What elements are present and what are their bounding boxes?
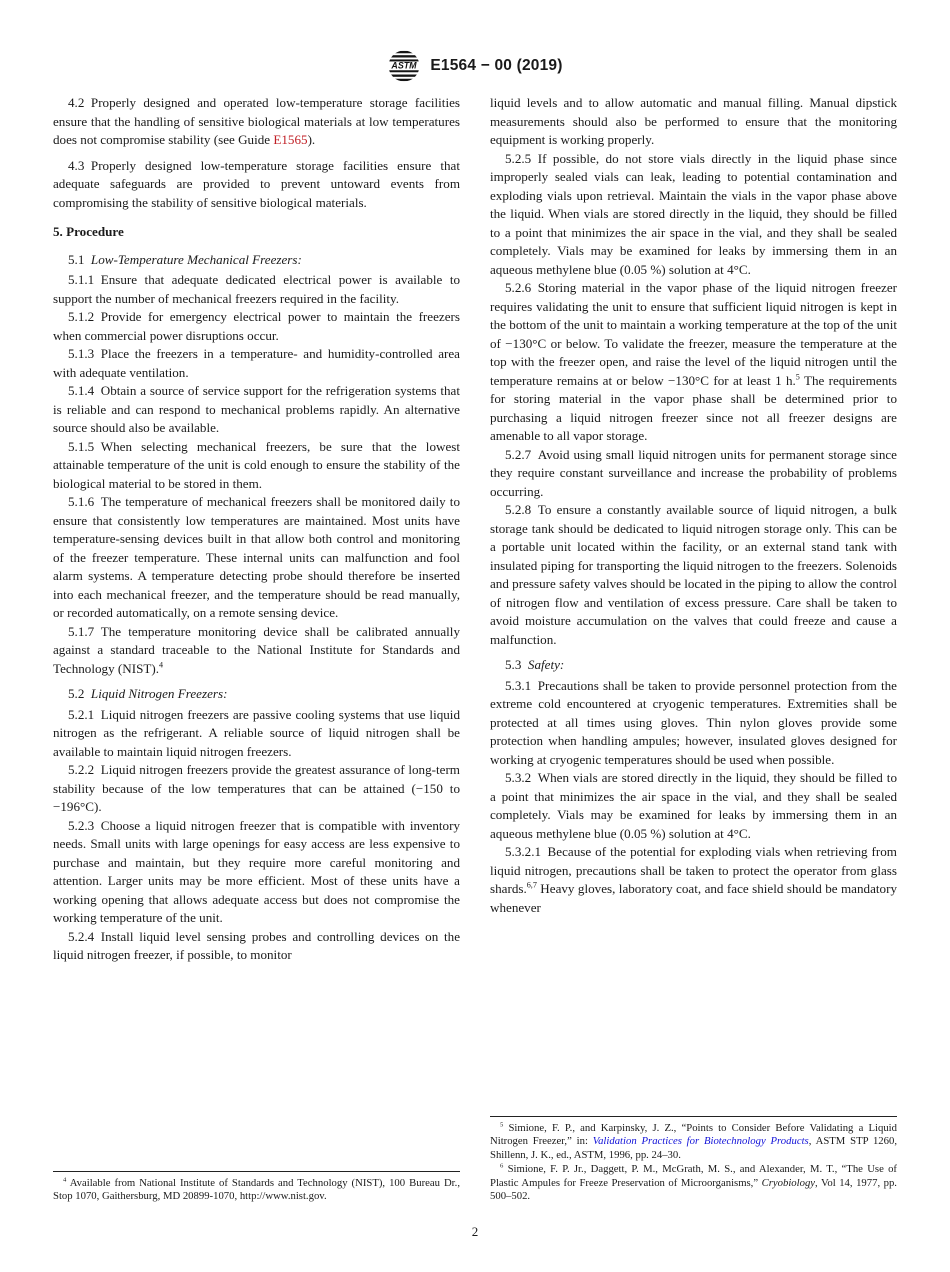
text-run: 5.2.3 Choose a liquid nitrogen freezer that is compatible with inventory needs. Small units with large openings for easy access are less expensive to purchase and maintain, but they require more careful monitoring and attention. Larger units may be more efficient. Most of these units have a working opening that allows adequate access but does not compromise the working temperature of the unit. <box>53 817 460 925</box>
paragraph <box>53 928 460 965</box>
paragraph <box>53 382 460 438</box>
paragraph <box>53 157 460 213</box>
footnote-marker: 5 <box>795 372 800 382</box>
paragraph <box>53 308 460 345</box>
footnote <box>490 1122 897 1163</box>
paragraph <box>53 94 460 150</box>
reference-link[interactable]: E1565 <box>273 132 308 147</box>
footnote-marker: 6,7 <box>526 880 537 890</box>
text-run: Simione, F. P. Jr., Daggett, P. M., McGrath, M. S., and Alexander, M. T., “The Use of Plastic Ampules for Freeze Preservation of Microorganisms,” <box>490 1162 897 1189</box>
right-column-text <box>490 94 897 1116</box>
paragraph <box>490 501 897 649</box>
text-run: 5.2.2 Liquid nitrogen freezers provide the greatest assurance of long-term stability because of the low temperatures that can be attained (−150 to −196°C). <box>53 762 460 814</box>
text-run: 4.2 Properly designed and operated low-temperature storage facilities ensure that the handling of sensitive biological materials at low temperatures does not compromise stability (see Guide <box>53 95 460 147</box>
subsection-heading <box>53 251 460 270</box>
text-run: Heavy gloves, laboratory coat, and face shield should be mandatory whenever <box>490 881 897 915</box>
footnote <box>490 1163 897 1204</box>
paragraph <box>490 279 897 446</box>
subsection-heading <box>490 656 897 675</box>
text-run: 5.1 <box>68 251 91 267</box>
text-run: 5.1.6 The temperature of mechanical freezers shall be monitored daily to ensure that consistently low temperatures are maintained. Most units have temperature-sensing devices built in that allow both control and monitoring of the freezer temperature. These internal units can malfunction and fool alarm systems. A temperature detecting probe should therefore be inserted into each mechanical freezer, and the temperature should be read manually, or recorded automatically, on a remote sensing device. <box>53 494 460 620</box>
text-run: The requirements for storing material in the vapor phase shall be determined prior to purchasing a liquid nitrogen freezer since not all freezer designs are amenable to all vapor storage. <box>490 372 897 443</box>
text-run: 5.1.1 Ensure that adequate dedicated electrical power is available to support the number of mechanical freezers required in the facility. <box>53 272 460 306</box>
paragraph <box>53 817 460 928</box>
text-run: 5.1.4 Obtain a source of service support for the refrigeration systems that is reliable and can respond to mechanical problems rapidly. An alternative source should also be available. <box>53 383 460 435</box>
paragraph <box>53 493 460 623</box>
text-run: Safety: <box>527 657 565 672</box>
standard-designation: E1564 − 00 (2019) <box>430 57 563 74</box>
left-column <box>53 94 460 1204</box>
footnote-marker: 6 <box>500 1162 504 1170</box>
text-run: Liquid Nitrogen Freezers: <box>90 686 228 701</box>
paragraph <box>490 677 897 770</box>
text-run: 5.3.2 When vials are stored directly in the liquid, they should be filled to a point that minimizes the air space in the vial, and they shall be sealed completely. Vials may be examined for leaks by immersing them in an aqueous methylene blue (0.05 %) solution at 4°C. <box>490 770 897 841</box>
section-heading <box>53 223 460 242</box>
page-number: 2 <box>471 1224 479 1239</box>
footnote-marker: 4 <box>159 660 164 670</box>
astm-logo-icon <box>387 49 421 83</box>
paragraph <box>490 446 897 502</box>
subsection-heading <box>53 685 460 704</box>
text-run: Simione, F. P., and Karpinsky, J. Z., “Points to Consider Before Validating a Liquid Nitrogen Freezer,” in: <box>490 1121 897 1148</box>
text-run: 5.2.4 Install liquid level sensing probes and controlling devices on the liquid nitrogen freezer, if possible, to monitor <box>53 928 460 962</box>
text-run: , ASTM STP 1260, Shillenn, J. K., ed., ASTM, 1996, pp. 24–30. <box>490 1135 898 1162</box>
text-run: 5.1.5 When selecting mechanical freezers, be sure that the lowest attainable temperature of the unit is cold enough to ensure the stability of the biological material to be stored in them. <box>53 438 460 491</box>
text-run: liquid levels and to allow automatic and manual filling. Manual dipstick measurements should also be performed to ensure that the monitoring equipment is working properly. <box>490 95 897 147</box>
paragraph <box>53 761 460 817</box>
page-header <box>0 48 950 84</box>
footnote <box>53 1177 460 1204</box>
paragraph <box>53 706 460 762</box>
footnotes-left <box>53 1171 460 1204</box>
text-run: 5.2.7 Avoid using small liquid nitrogen units for permanent storage since they require constant surveillance and increase the probability of problems occurring. <box>490 446 897 499</box>
reference-link[interactable]: Validation Practices for Biotechnology Products <box>592 1135 809 1148</box>
text-run: Available from National Institute of Standards and Technology (NIST), 100 Bureau Dr., Stop 1070, Gaithersburg, MD 20899-1070, http://www.nist.gov. <box>53 1176 460 1203</box>
text-run: 4.3 Properly designed low-temperature storage facilities ensure that adequate safeguards are provided to prevent untoward events from compromising the stability of sensitive biological materials. <box>53 157 460 210</box>
paragraph <box>490 150 897 280</box>
paragraph <box>490 769 897 843</box>
text-run: 5.2.8 To ensure a constantly available source of liquid nitrogen, a bulk storage tank should be dedicated to liquid nitrogen storage only. This can be a portable unit located within the facility, or an external stand tank with insulated piping for transporting the liquid nitrogen to the freezers. Solenoids and pressure safety valves should be located in the piping to allow the control of nitrogen flow and ventilation of excess pressure. Care shall be taken to avoid moisture accumulation on the valves that could freeze and cause a malfunction. <box>490 502 897 647</box>
text-run: 5.3 <box>505 657 528 672</box>
paragraph <box>53 438 460 494</box>
text-run: 5.1.3 Place the freezers in a temperature- and humidity-controlled area with adequate ventilation. <box>53 346 460 380</box>
paragraph <box>53 623 460 679</box>
right-column <box>490 94 897 1204</box>
text-run: 5.1.2 Provide for emergency electrical power to maintain the freezers when commercial power disruptions occur. <box>53 309 460 343</box>
paragraph-continuation <box>490 94 897 150</box>
text-run: Low-Temperature Mechanical Freezers: <box>90 251 302 267</box>
text-run: 5.3.2.1 Because of the potential for exploding vials when retrieving from liquid nitrogen, precautions shall be taken to protect the operator from glass shards. <box>490 844 897 896</box>
text-run: 5. Procedure <box>53 224 124 239</box>
paragraph <box>490 843 897 917</box>
left-column-text <box>53 94 460 1171</box>
paragraph <box>53 345 460 382</box>
text-run: 5.3.1 Precautions shall be taken to provide personnel protection from the extreme cold encountered at cryogenic temperatures. Extremities shall be protected at all times using gloves. Thin nylon gloves provide some protection when handling ampules; however, insulated gloves designed for working at cryogenic temperatures should be used when possible. <box>490 677 897 767</box>
document-body <box>53 94 897 1204</box>
footnote-marker: 4 <box>63 1176 67 1184</box>
paragraph <box>53 271 460 308</box>
text-run: 5.1.7 The temperature monitoring device shall be calibrated annually against a standard traceable to the National Institute for Standards and Technology (NIST). <box>53 623 460 676</box>
text-run: 5.2.1 Liquid nitrogen freezers are passive cooling systems that use liquid nitrogen as the refrigerant. A reliable source of liquid nitrogen shall be available to maintain liquid nitrogen freezers. <box>53 706 460 759</box>
text-run: Cryobiology <box>761 1176 816 1189</box>
text-run: 5.2 <box>68 686 91 701</box>
text-run: ). <box>307 132 316 147</box>
astm-logo-text: ASTM <box>391 60 417 71</box>
footnote-marker: 5 <box>500 1121 504 1129</box>
text-run: , Vol 14, 1977, pp. 500–502. <box>490 1176 897 1203</box>
text-run: 5.2.6 Storing material in the vapor phase of the liquid nitrogen freezer requires validating the unit to ensure that sufficient liquid nitrogen is kept in the bottom of the unit to maintain a working temperature at the top of the unit of −130°C or below. To validate the freezer, measure the temperature at the top with the freezer open, and raise the level of the liquid nitrogen until the temperature remains at or below −130°C for at least 1 h. <box>490 280 897 388</box>
text-run: 5.2.5 If possible, do not store vials directly in the liquid phase since improperly sealed vials can leak, leading to potential contamination and exploding vials upon retrieval. Maintain the vials in the vapor phase above the liquid. When vials are stored directly in the liquid, they should be filled to a point that minimizes the air space in the vial, and they shall be sealed completely. Vials may be examined for leaks by immersing them in an aqueous methylene blue (0.05 %) solution at 4°C. <box>490 150 897 277</box>
footnotes-right <box>490 1116 897 1204</box>
